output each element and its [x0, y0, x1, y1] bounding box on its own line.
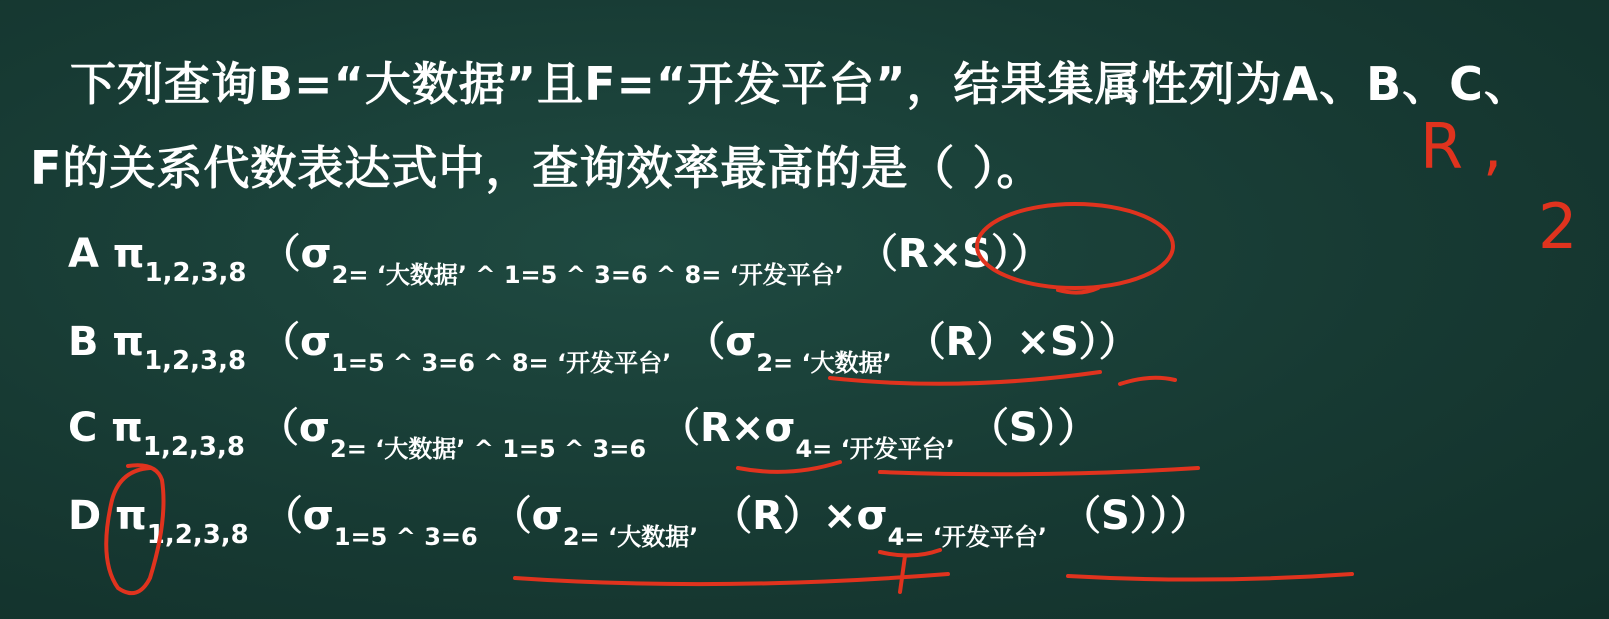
option-b-open: （σ [260, 319, 332, 365]
option-a-rest: （R×S）） [857, 231, 1051, 277]
option-c-condition: 2= ‘大数据’ ^ 1=5 ^ 3=6 [330, 435, 647, 463]
option-b-condition-2: 2= ‘大数据’ [756, 349, 892, 377]
underline-b-s [1120, 378, 1175, 384]
option-b-projection: 1,2,3,8 [144, 346, 247, 376]
option-b-label: B π [68, 319, 145, 365]
option-c-open: （σ [258, 405, 331, 451]
underline-d-s [1068, 574, 1352, 580]
question-line-2: F的关系代数表达式中，查询效率最高的是（ ）。 [30, 141, 1044, 195]
underline-c-condition [880, 468, 1198, 474]
option-a-label: A π [68, 231, 145, 277]
option-d [68, 484, 1210, 552]
option-c-projection: 1,2,3,8 [142, 432, 245, 462]
option-b-rest: （R）×S）） [905, 319, 1139, 365]
mark-under-d-cross [880, 550, 940, 592]
option-b [68, 310, 1139, 378]
tick-under-rxs [1058, 288, 1098, 293]
option-a-open: （σ [260, 231, 332, 277]
option-d-open: （σ [262, 493, 334, 539]
option-d-mid: （σ [491, 493, 563, 539]
option-d-condition-2: 2= ‘大数据’ [562, 523, 699, 551]
option-d-condition-3: 4= ‘开发平台’ [887, 523, 1048, 551]
option-c-rest: （S）） [968, 405, 1098, 451]
option-d-label: D π [68, 493, 147, 539]
option-d-rest: （S））） [1060, 493, 1210, 539]
option-c [68, 396, 1098, 464]
option-c-label: C π [68, 405, 143, 451]
question-line-1: 下列查询B=“大数据”且F=“开发平台”，结果集属性列为A、B、C、 [70, 57, 1531, 111]
option-a-condition: 2= ‘大数据’ ^ 1=5 ^ 3=6 ^ 8= ‘开发平台’ [331, 261, 844, 289]
option-b-mid: （σ [685, 319, 757, 365]
option-d-mid-2: （R）×σ [712, 493, 888, 539]
option-a-projection: 1,2,3,8 [144, 258, 247, 288]
option-c-condition-2: 4= ‘开发平台’ [795, 435, 955, 463]
option-d-condition: 1=5 ^ 3=6 [333, 523, 478, 551]
option-a [68, 222, 1051, 290]
option-c-mid: （R×σ [660, 405, 796, 451]
option-b-condition: 1=5 ^ 3=6 ^ 8= ‘开发平台’ [331, 349, 672, 377]
option-d-projection: 1,2,3,8 [146, 520, 249, 550]
handwritten-r-note: R , [1420, 110, 1503, 183]
underline-d-condition [515, 574, 948, 584]
handwritten-number-note: 2 [1538, 190, 1578, 263]
